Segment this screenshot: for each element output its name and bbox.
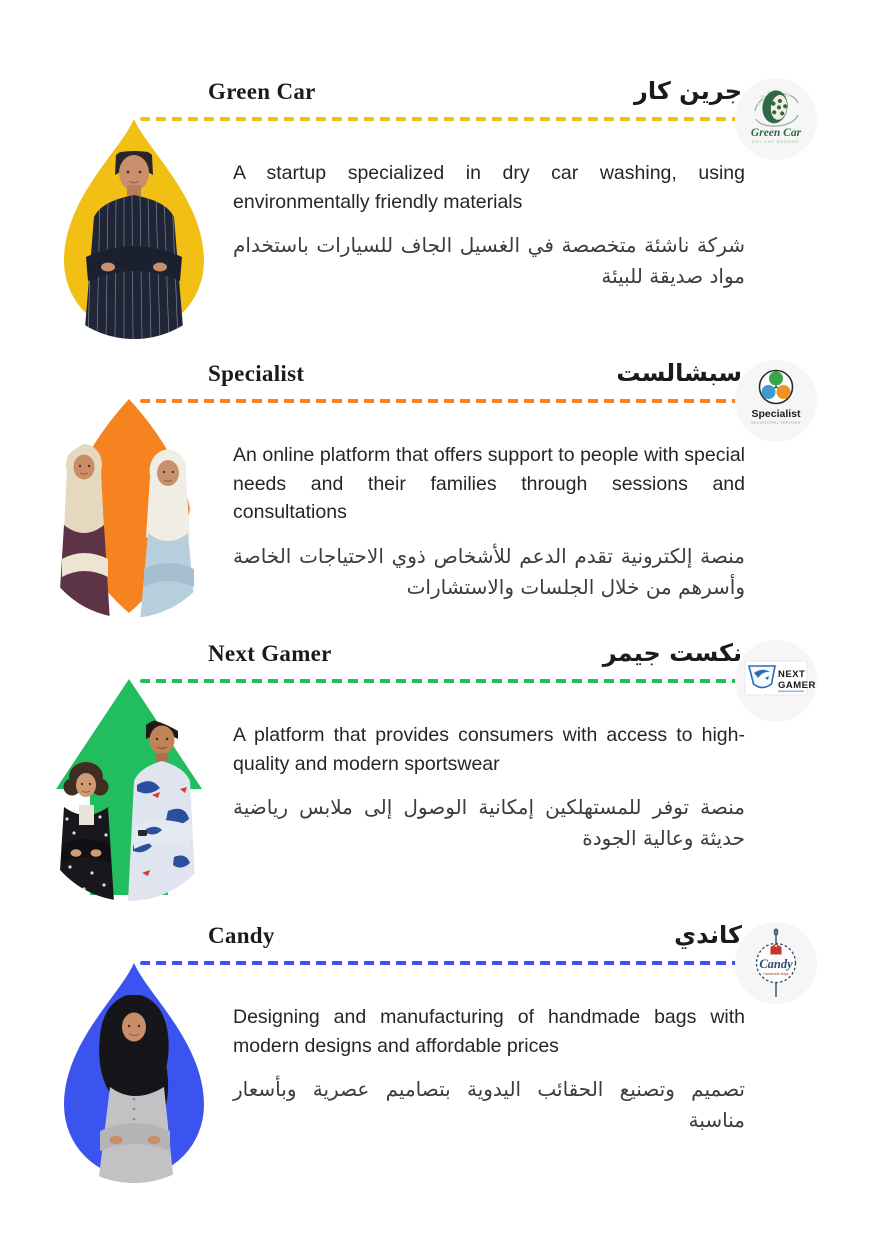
- startup-title-en: Green Car: [208, 79, 316, 104]
- logo-name: Green Car: [750, 127, 802, 139]
- description-ar: شركة ناشئة متخصصة في الغسيل الجاف للسيارات باستخدام مواد صديقة للبيئة: [233, 233, 745, 289]
- description-block: [233, 159, 745, 292]
- specialist-logo-badge: [735, 360, 817, 442]
- startup-title-en: Specialist: [208, 361, 305, 386]
- startup-section-candy: [0, 919, 886, 1201]
- description-block: [233, 721, 745, 854]
- green-car-logo-badge: [735, 78, 817, 160]
- person-woman: [98, 993, 174, 1184]
- team-photo-next-gamer: [34, 677, 224, 902]
- startup-title-ar: نكست جيمر: [602, 639, 742, 667]
- dashed-divider: [140, 961, 737, 965]
- logo-tagline: DRY CAR WASHING: [752, 140, 800, 144]
- description-en: A platform that provides consumers with access to high-quality and modern sportswear: [233, 724, 745, 775]
- team-photo-green-car: [34, 115, 224, 340]
- description-en: An online platform that offers support to people with special needs and their families through sessions and consultations: [233, 444, 745, 524]
- logo-tagline: Handmade Bags: [763, 972, 789, 976]
- startup-section-specialist: [0, 357, 886, 639]
- description-en: Designing and manufacturing of handmade bags with modern designs and affordable prices: [233, 1006, 745, 1057]
- startup-title-en: Candy: [208, 923, 275, 948]
- specialist-logo-icon: [735, 360, 817, 442]
- candy-logo-badge: [735, 922, 817, 1004]
- logo-name-line2: GAMER: [778, 680, 816, 691]
- dashed-divider: [140, 117, 737, 121]
- description-block: [233, 1003, 745, 1136]
- description-ar: تصميم وتصنيع الحقائب اليدوية بتصاميم عصرية وبأسعار مناسبة: [233, 1077, 745, 1133]
- startup-title-ar: سبشالست: [616, 359, 742, 387]
- green-car-logo-icon: [735, 78, 817, 160]
- dashed-divider: [140, 679, 737, 683]
- logo-name: Candy: [759, 957, 793, 971]
- team-photo-specialist: [34, 397, 224, 622]
- description-ar: منصة إلكترونية تقدم الدعم للأشخاص ذوي الاحتياجات الخاصة وأسرهم من خلال الجلسات والاستشارات: [233, 543, 745, 599]
- description-block: [233, 441, 745, 603]
- logo-name-line1: NEXT: [778, 669, 806, 680]
- candy-logo-icon: [735, 922, 817, 1004]
- logo-name: Specialist: [751, 408, 801, 420]
- description-en: A startup specialized in dry car washing, using environmentally friendly materials: [233, 162, 745, 213]
- startup-section-next-gamer: [0, 637, 886, 919]
- logo-tagline-bar: [778, 691, 804, 693]
- dashed-divider: [140, 399, 737, 403]
- startup-title-en: Next Gamer: [208, 641, 332, 666]
- startup-title-ar: جرين كار: [634, 77, 742, 105]
- team-photo-candy: [34, 959, 224, 1184]
- next-gamer-logo-icon: [735, 640, 817, 722]
- description-ar: منصة توفر للمستهلكين إمكانية الوصول إلى ملابس رياضية حديثة وعالية الجودة: [233, 795, 745, 851]
- logo-tagline: EDUCATIONAL SERVICES: [751, 420, 801, 425]
- startup-title-ar: كاندي: [674, 921, 742, 949]
- person-woman-left: [58, 762, 114, 902]
- startup-section-green-car: [0, 75, 886, 357]
- next-gamer-logo-badge: [735, 640, 817, 722]
